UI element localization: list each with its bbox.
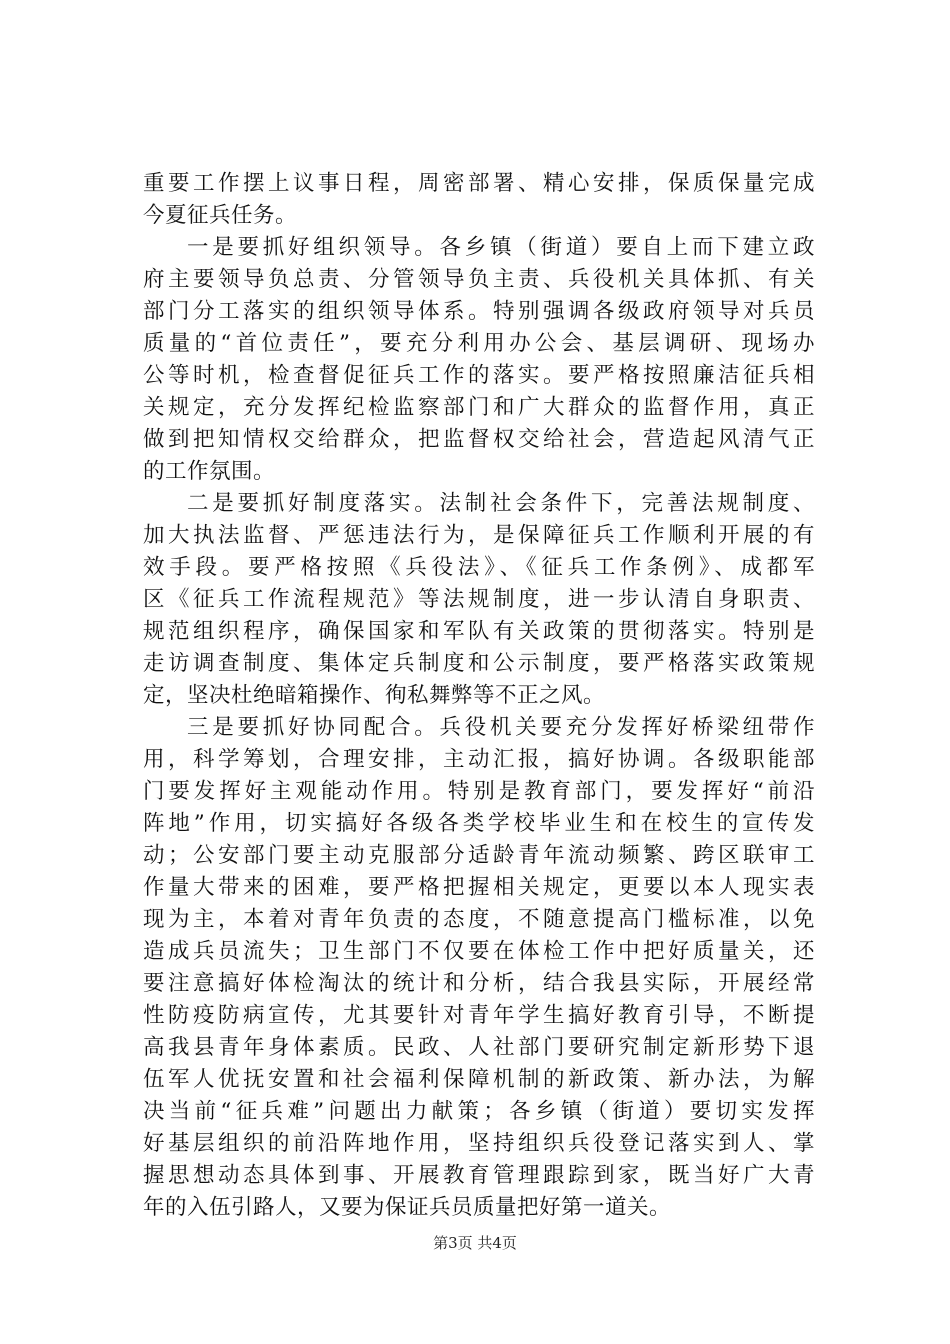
text-line: 现为主，本着对青年负责的态度，不随意提高门槛标准，以免 [143,907,815,932]
text-line: 关规定，充分发挥纪检监察部门和广大群众的监督作用，真正 [143,395,815,420]
text-line: 性防疫防病宣传，尤其要针对青年学生搞好教育引导，不断提 [143,1003,815,1028]
text-line: 决当前“征兵难”问题出力献策；各乡镇（街道）要切实发挥 [143,1099,815,1124]
text-line: 公等时机，检查督促征兵工作的落实。要严格按照廉洁征兵相 [143,363,815,388]
text-line: 做到把知情权交给群众，把监督权交给社会，营造起风清气正 [143,427,815,452]
text-line: 今夏征兵任务。 [143,203,298,228]
text-line: 用，科学筹划，合理安排，主动汇报，搞好协调。各级职能部 [143,747,815,772]
text-line: 要注意搞好体检淘汰的统计和分析，结合我县实际，开展经常 [143,971,815,996]
text-line: 规范组织程序，确保国家和军队有关政策的贯彻落实。特别是 [143,619,815,644]
text-line: 重要工作摆上议事日程，周密部署、精心安排，保质保量完成 [143,171,815,196]
text-line: 年的入伍引路人，又要为保证兵员质量把好第一道关。 [143,1195,672,1220]
document-body [143,168,815,1224]
text-line: 动；公安部门要主动克服部分适龄青年流动频繁、跨区联审工 [143,843,815,868]
text-line: 造成兵员流失；卫生部门不仅要在体检工作中把好质量关，还 [143,939,815,964]
text-line: 作量大带来的困难，要严格把握相关规定，更要以本人现实表 [143,875,815,900]
text-line: 握思想动态具体到事、开展教育管理跟踪到家，既当好广大青 [143,1163,815,1188]
text-line: 走访调查制度、集体定兵制度和公示制度，要严格落实政策规 [143,651,815,676]
text-line: 一是要抓好组织领导。各乡镇（街道）要自上而下建立政 [187,235,815,260]
text-line: 伍军人优抚安置和社会福利保障机制的新政策、新办法，为解 [143,1067,815,1092]
page-footer: 第3页 共4页 [433,1234,517,1252]
text-line: 好基层组织的前沿阵地作用，坚持组织兵役登记落实到人、掌 [143,1131,815,1156]
text-line: 区《征兵工作流程规范》等法规制度，进一步认清自身职责、 [143,587,815,612]
text-line: 阵地”作用，切实搞好各级各类学校毕业生和在校生的宣传发 [143,811,815,836]
text-line: 二是要抓好制度落实。法制社会条件下，完善法规制度、 [187,491,815,516]
text-line: 加大执法监督、严惩违法行为，是保障征兵工作顺利开展的有 [143,523,815,548]
text-line: 效手段。要严格按照《兵役法》、《征兵工作条例》、成都军 [143,555,815,580]
text-line: 质量的“首位责任”，要充分利用办公会、基层调研、现场办 [143,331,815,356]
text-line: 三是要抓好协同配合。兵役机关要充分发挥好桥梁纽带作 [187,715,815,740]
text-line: 部门分工落实的组织领导体系。特别强调各级政府领导对兵员 [143,299,815,324]
text-line: 定，坚决杜绝暗箱操作、徇私舞弊等不正之风。 [143,683,606,708]
text-line: 门要发挥好主观能动作用。特别是教育部门，要发挥好“前沿 [143,779,815,804]
text-line: 府主要领导负总责、分管领导负主责、兵役机关具体抓、有关 [143,267,815,292]
text-line: 的工作氛围。 [143,459,276,484]
text-line: 高我县青年身体素质。民政、人社部门要研究制定新形势下退 [143,1035,815,1060]
